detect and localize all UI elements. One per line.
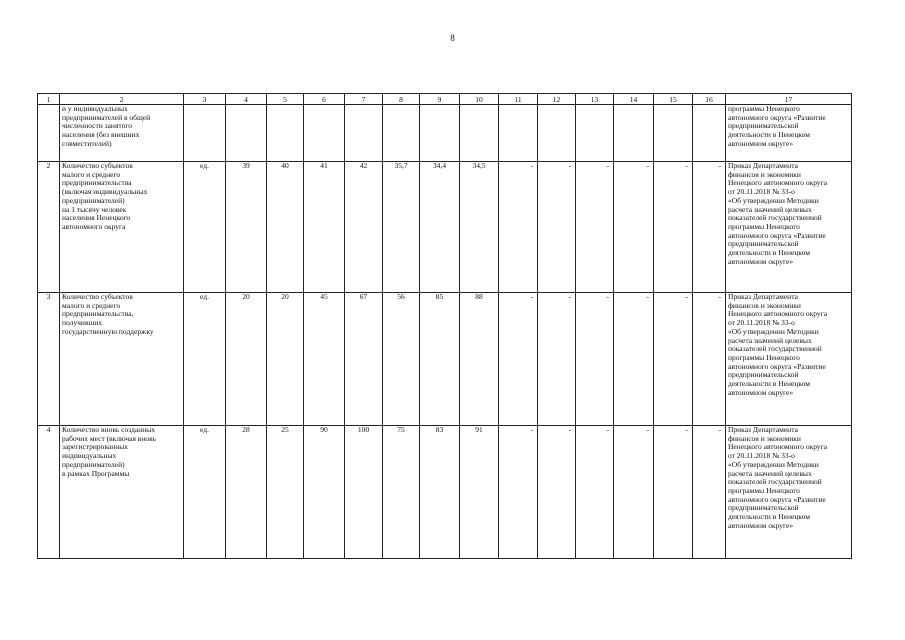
value-cell: 83 — [420, 426, 460, 559]
value-cell: 42 — [345, 162, 383, 293]
row-number: 3 — [38, 293, 60, 426]
value-cell: 90 — [304, 426, 345, 559]
dash-cell: - — [693, 426, 726, 559]
table-row — [38, 293, 852, 426]
dash-cell: - — [614, 293, 654, 426]
header-cell: 15 — [654, 94, 693, 105]
header-cell: 3 — [184, 94, 226, 105]
indicator-name: и у индивидуальных предпринимателей в общей численности занятого населения (без внешних совместителей) — [60, 105, 184, 162]
header-cell: 6 — [304, 94, 345, 105]
dash-cell: - — [576, 162, 614, 293]
header-cell: 5 — [267, 94, 304, 105]
table-row — [38, 105, 852, 162]
value-cell — [345, 105, 383, 162]
dash-cell: - — [576, 426, 614, 559]
value-cell: 25 — [267, 426, 304, 559]
unit-cell: ед. — [184, 293, 226, 426]
source-document: программы Ненецкого автономного округа «Развитие предпринимательской деятельности в Ненецком автономном округе» — [726, 105, 852, 162]
header-cell: 16 — [693, 94, 726, 105]
dash-cell — [538, 105, 576, 162]
value-cell: 85 — [420, 293, 460, 426]
header-cell: 9 — [420, 94, 460, 105]
source-document: Приказ Департамента финансов и экономики Ненецкого автономного округа от 20.11.2018 № 33-о «Об утверждении Методики расчета значений целевых показателей государственной программы Ненецкого автономного округа «Развитие предпринимательской деятельности в Ненецком автономном округе» — [726, 426, 852, 559]
value-cell: 100 — [345, 426, 383, 559]
header-cell: 11 — [499, 94, 538, 105]
value-cell: 56 — [383, 293, 420, 426]
indicators-table — [37, 93, 852, 559]
value-cell: 28 — [226, 426, 267, 559]
table-row — [38, 162, 852, 293]
header-cell: 17 — [726, 94, 852, 105]
page-number: 8 — [450, 33, 455, 43]
value-cell: 88 — [460, 293, 499, 426]
value-cell: 45 — [304, 293, 345, 426]
header-cell: 2 — [60, 94, 184, 105]
dash-cell: - — [693, 293, 726, 426]
dash-cell — [499, 105, 538, 162]
unit-cell: ед. — [184, 426, 226, 559]
value-cell: 39 — [226, 162, 267, 293]
header-cell: 13 — [576, 94, 614, 105]
dash-cell — [654, 105, 693, 162]
dash-cell: - — [499, 293, 538, 426]
header-cell: 7 — [345, 94, 383, 105]
value-cell: 20 — [226, 293, 267, 426]
dash-cell — [576, 105, 614, 162]
source-document: Приказ Департамента финансов и экономики Ненецкого автономного округа от 20.11.2018 № 33-о «Об утверждении Методики расчета значений целевых показателей государственной программы Ненецкого автономного округа «Развитие предпринимательской деятельности в Ненецком автономном округе» — [726, 293, 852, 426]
value-cell: 40 — [267, 162, 304, 293]
header-cell: 1 — [38, 94, 60, 105]
row-number: 2 — [38, 162, 60, 293]
value-cell: 75 — [383, 426, 420, 559]
dash-cell: - — [614, 426, 654, 559]
dash-cell: - — [654, 162, 693, 293]
header-cell: 12 — [538, 94, 576, 105]
unit-cell — [184, 105, 226, 162]
source-document: Приказ Департамента финансов и экономики Ненецкого автономного округа от 20.11.2018 № 33-о «Об утверждении Методики расчета значений целевых показателей государственной программы Ненецкого автономного округа «Развитие предпринимательской деятельности в Ненецком автономном округе» — [726, 162, 852, 293]
indicator-name: Количество вновь созданных рабочих мест (включая вновь зарегистрированных индивидуальных предпринимателей) в рамках Программы — [60, 426, 184, 559]
value-cell — [304, 105, 345, 162]
indicator-name: Количество субъектов малого и среднего предпринимательства (включая индивидуальных предпринимателей) на 1 тысячу человек населения Ненецкого автономного округа — [60, 162, 184, 293]
header-cell: 4 — [226, 94, 267, 105]
header-row — [38, 94, 852, 105]
value-cell — [267, 105, 304, 162]
table-row — [38, 426, 852, 559]
value-cell — [420, 105, 460, 162]
dash-cell: - — [654, 426, 693, 559]
dash-cell: - — [614, 162, 654, 293]
value-cell: 41 — [304, 162, 345, 293]
value-cell: 34,5 — [460, 162, 499, 293]
dash-cell: - — [538, 162, 576, 293]
dash-cell — [693, 105, 726, 162]
dash-cell: - — [499, 162, 538, 293]
value-cell — [383, 105, 420, 162]
dash-cell: - — [499, 426, 538, 559]
header-cell: 14 — [614, 94, 654, 105]
value-cell: 34,4 — [420, 162, 460, 293]
value-cell: 20 — [267, 293, 304, 426]
dash-cell: - — [538, 426, 576, 559]
dash-cell: - — [538, 293, 576, 426]
header-cell: 8 — [383, 94, 420, 105]
value-cell — [226, 105, 267, 162]
value-cell: 91 — [460, 426, 499, 559]
indicator-name: Количество субъектов малого и среднего предпринимательства, получивших государственную поддержку — [60, 293, 184, 426]
dash-cell: - — [654, 293, 693, 426]
dash-cell — [614, 105, 654, 162]
row-number — [38, 105, 60, 162]
row-number: 4 — [38, 426, 60, 559]
value-cell — [460, 105, 499, 162]
header-cell: 10 — [460, 94, 499, 105]
value-cell: 35,7 — [383, 162, 420, 293]
dash-cell: - — [576, 293, 614, 426]
value-cell: 67 — [345, 293, 383, 426]
dash-cell: - — [693, 162, 726, 293]
unit-cell: ед. — [184, 162, 226, 293]
